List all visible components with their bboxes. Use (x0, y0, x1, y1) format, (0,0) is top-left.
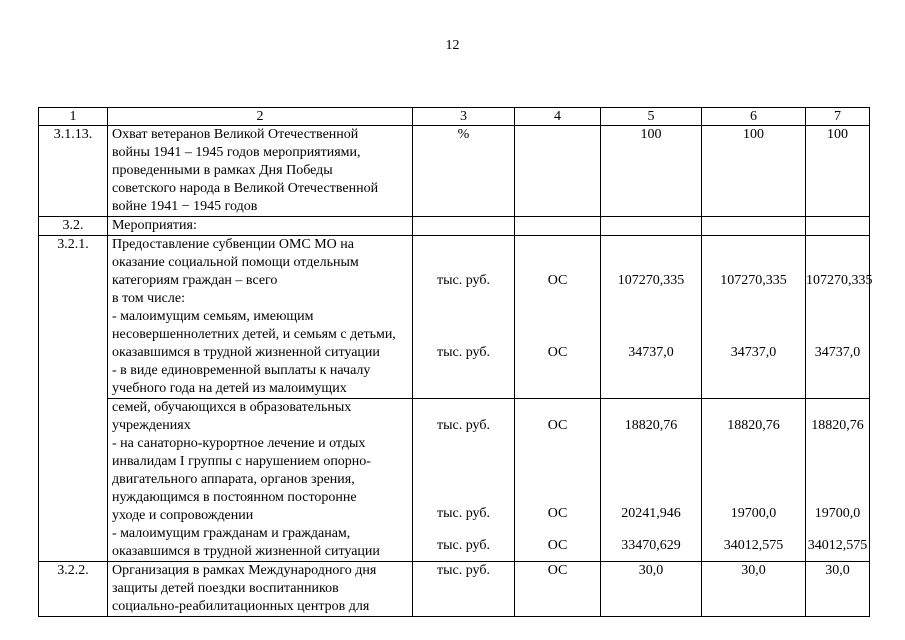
row-value-7 (806, 399, 870, 562)
row-unit: тыс. руб. (413, 562, 515, 617)
table-row (39, 126, 870, 217)
row-unit (413, 399, 515, 562)
line-value: 34012,575 (723, 538, 784, 553)
line-value: 33470,629 (621, 538, 681, 553)
col-header-2: 2 (108, 108, 413, 126)
line-value: 107270,335 (806, 273, 873, 288)
row-text: семей, обучающихся в образовательных учреждениях - на санаторно-курортное лечение и отдых инвалидам I группы с нарушением опорно- двигательного аппарата, органов зрения, нуждающимся в постоянном посторонне уходе и сопровождении - малоимущим гражданам и гражданам, оказавшимся в трудной жизненной ситуации (112, 400, 380, 559)
row-text: Охват ветеранов Великой Отечественной войны 1941 – 1945 годов мероприятиями, проведенными в рамках Дня Победы советского народа в Великой Отечественной войне 1941 − 1945 годов (112, 127, 379, 214)
line-value: 34737,0 (730, 345, 777, 360)
line-value: 34012,575 (807, 538, 868, 553)
line-value: 107270,335 (720, 273, 787, 288)
line-unit: тыс. руб. (437, 506, 490, 521)
line-value: 18820,76 (727, 418, 780, 433)
data-table (38, 107, 873, 617)
row-value-7: 30,0 (806, 562, 870, 617)
table-row (39, 236, 870, 399)
col-header-6: 6 (702, 108, 806, 126)
line-source: ОС (547, 506, 568, 521)
line-value: 18820,76 (624, 418, 678, 433)
row-description (108, 236, 413, 399)
row-value-5: 100 (601, 126, 702, 217)
col-header-5: 5 (601, 108, 702, 126)
row-number: 3.2.2. (39, 562, 108, 617)
row-source (515, 236, 601, 399)
line-source: ОС (547, 273, 568, 288)
line-unit: тыс. руб. (437, 418, 490, 433)
row-source (515, 126, 601, 217)
row-source (515, 399, 601, 562)
row-value-7: 100 (806, 126, 870, 217)
row-value-6 (702, 399, 806, 562)
col-header-1: 1 (39, 108, 108, 126)
line-unit: тыс. руб. (437, 345, 490, 360)
row-description (108, 126, 413, 217)
row-number: 3.1.13. (39, 126, 108, 217)
row-unit: % (413, 126, 515, 217)
row-description (108, 562, 413, 617)
line-value: 20241,946 (621, 506, 681, 521)
row-description: Мероприятия: (108, 217, 413, 236)
row-value-5 (601, 399, 702, 562)
row-value-6 (702, 236, 806, 399)
line-source: ОС (547, 418, 568, 433)
table-row (39, 217, 870, 236)
row-source: ОС (515, 562, 601, 617)
row-value-5: 30,0 (601, 562, 702, 617)
line-value: 107270,335 (617, 273, 685, 288)
line-source: ОС (547, 538, 568, 553)
col-header-4: 4 (515, 108, 601, 126)
col-header-3: 3 (413, 108, 515, 126)
row-number: 3.2.1. (39, 236, 108, 562)
row-value-6: 100 (702, 126, 806, 217)
table-row (39, 399, 870, 562)
line-value: 34737,0 (814, 345, 861, 360)
line-value: 19700,0 (814, 506, 861, 521)
line-value: 34737,0 (628, 345, 674, 360)
table-row (39, 562, 870, 617)
line-source: ОС (547, 345, 568, 360)
line-unit: тыс. руб. (437, 273, 490, 288)
row-value-6: 30,0 (702, 562, 806, 617)
row-text: Предоставление субвенции ОМС МО на оказание социальной помощи отдельным категориям граждан – всего в том числе: - малоимущим семьям, имеющим несовершеннолетних детей, и семьям с детьми, оказавшимся в трудной жизненной ситуации - в виде единовременной выплаты к началу учебного года на детей из малоимущих (112, 237, 396, 396)
page-number: 12 (445, 38, 460, 53)
row-description (108, 399, 413, 562)
line-value: 18820,76 (811, 418, 864, 433)
row-unit (413, 236, 515, 399)
line-unit: тыс. руб. (437, 538, 490, 553)
line-value: 19700,0 (730, 506, 777, 521)
row-value-5 (601, 236, 702, 399)
row-number: 3.2. (39, 217, 108, 236)
row-value-7 (806, 236, 873, 399)
row-text: Организация в рамках Международного дня защиты детей поездки воспитанников социально-реабилитационных центров для (112, 563, 377, 614)
col-header-7: 7 (806, 108, 870, 126)
header-row (39, 108, 870, 126)
